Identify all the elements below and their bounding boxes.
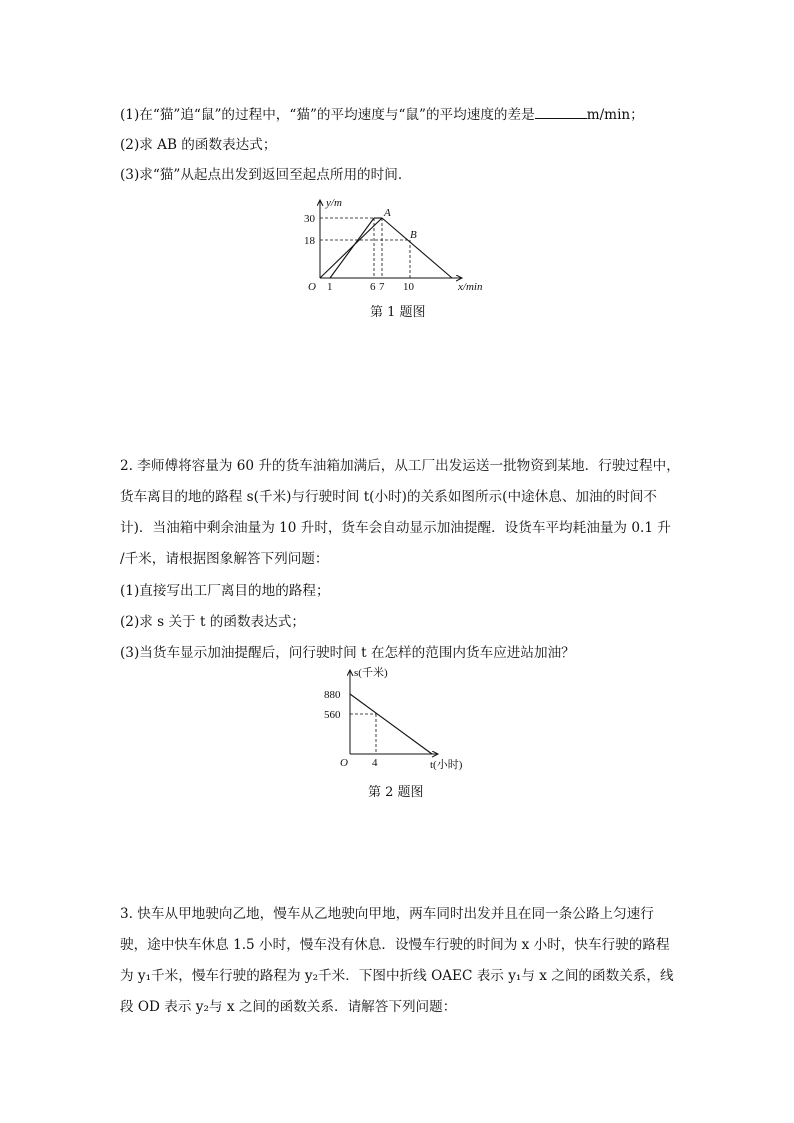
p1-y-tick-30: 30 xyxy=(304,213,315,225)
problem1-figure xyxy=(300,194,500,298)
p1-x-tick-7: 7 xyxy=(379,281,385,293)
p1-point-b: B xyxy=(410,229,417,241)
p1-point-a: A xyxy=(384,207,391,219)
problem3-line4: 段 OD 表示 y₂与 x 之间的函数关系．请解答下列问题： xyxy=(120,999,457,1015)
p1-y-tick-18: 18 xyxy=(304,235,315,247)
p2-distance-line xyxy=(350,694,432,754)
p2-y-tick-880: 880 xyxy=(324,689,341,701)
problem1-question3: (3)求“猫”从起点出发到返回至起点所用的时间． xyxy=(120,167,412,183)
problem2-question2: (2)求 s 关于 t 的函数表达式； xyxy=(120,614,305,630)
p2-origin-label: O xyxy=(340,757,348,769)
p1-origin-label: O xyxy=(308,281,316,293)
problem3-line1: 3. 快车从甲地驶向乙地，慢车从乙地驶向甲地，两车同时出发并且在同一条公路上匀速行 xyxy=(120,906,654,922)
p1-mouse-line xyxy=(320,218,382,278)
p2-y-tick-560: 560 xyxy=(324,709,341,721)
p1-x-axis-label: x/min xyxy=(458,281,483,293)
p1-y-axis-label: y/m xyxy=(326,197,342,209)
p1-x-tick-6: 6 xyxy=(370,281,376,293)
problem1-question2: (2)求 AB 的函数表达式； xyxy=(120,137,277,153)
problem2-figure xyxy=(320,662,480,776)
problem3-line3: 为 y₁千米，慢车行驶的路程为 y₂千米．下图中折线 OAEC 表示 y₁与 x 之间的函数关系，线 xyxy=(120,968,674,984)
p1-x-tick-10: 10 xyxy=(403,281,414,293)
problem3-line2: 驶，途中快车休息 1.5 小时，慢车没有休息．设慢车行驶的时间为 x 小时，快车行驶的路程 xyxy=(120,937,670,953)
problem2-line1: 2. 李师傅将容量为 60 升的货车油箱加满后，从工厂出发运送一批物资到某地．行驶过程中， xyxy=(120,458,680,474)
p1-cat-line-down xyxy=(382,218,452,278)
problem1-caption: 第 1 题图 xyxy=(370,305,426,320)
p2-x-tick-4: 4 xyxy=(372,757,378,769)
problem2-line2: 货车离目的地的路程 s(千米)与行驶时间 t(小时)的关系如图所示(中途休息、加油的时间不 xyxy=(120,489,657,505)
p2-y-axis-label: s(千米) xyxy=(354,667,388,679)
p1-x-tick-1: 1 xyxy=(327,281,333,293)
p1-cat-line-up xyxy=(330,218,374,278)
p2-x-axis-label: t(小时) xyxy=(430,759,463,771)
problem2-line4: /千米，请根据图象解答下列问题： xyxy=(120,551,329,567)
answer-blank xyxy=(535,106,587,119)
problem2-question3: (3)当货车显示加油提醒后，问行驶时间 t 在怎样的范围内货车应进站加油？ xyxy=(120,645,575,661)
problem2-question1: (1)直接写出工厂离目的地的路程； xyxy=(120,583,330,599)
problem2-line3: 计)．当油箱中剩余油量为 10 升时，货车会自动显示加油提醒．设货车平均耗油量为 0.1 升 xyxy=(120,520,671,536)
problem2-caption: 第 2 题图 xyxy=(368,785,424,800)
problem1-question1: (1)在“猫”追“鼠”的过程中，“猫”的平均速度与“鼠”的平均速度的差是 m/min； xyxy=(120,107,644,123)
